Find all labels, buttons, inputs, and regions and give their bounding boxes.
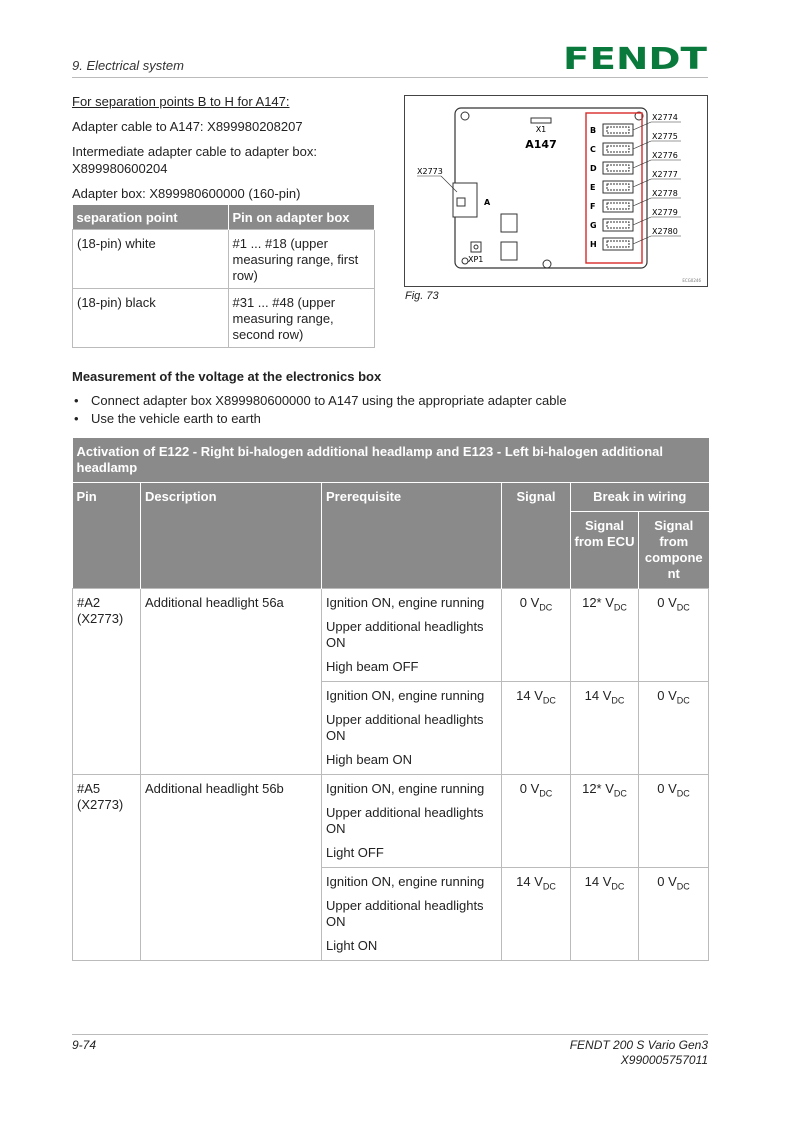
- figure-caption: Fig. 73: [405, 290, 439, 302]
- col-break-in-wiring: Break in wiring: [571, 483, 709, 512]
- prerequisite-line: Upper additional headlights ON: [326, 712, 484, 743]
- activation-table: [72, 438, 709, 961]
- connector-letter: F: [590, 202, 596, 211]
- prerequisite-line: Upper additional headlights ON: [326, 619, 484, 650]
- table-title: Activation of E122 - Right bi-halogen additional headlamp and E123 - Left bi-halogen additional headlamp: [76, 444, 663, 475]
- separation-point-cell: (18-pin) black: [73, 289, 229, 348]
- fendt-logo: [562, 45, 708, 72]
- separation-table: [72, 205, 375, 348]
- adapter-box-text: Adapter box: X899980600000 (160-pin): [72, 186, 301, 201]
- list-item: • Connect adapter box X899980600000 to A147 using the appropriate adapter cable: [74, 393, 567, 408]
- list-item: • Use the vehicle earth to earth: [74, 411, 261, 426]
- voltage-cell: 0 $V_{DC}$: [502, 775, 571, 868]
- connector-pins: [607, 184, 629, 190]
- voltage-cell: 0 $V_{DC}$: [639, 682, 709, 775]
- connector-label: X2777: [652, 170, 678, 179]
- voltage-cell: 0 $V_{DC}$: [639, 775, 709, 868]
- prerequisite-line: Ignition ON, engine running: [326, 781, 485, 796]
- col-signal-from-ecu: Signal from ECU: [571, 512, 639, 589]
- prerequisite-line: Light ON: [326, 938, 378, 953]
- table-row: [73, 775, 709, 868]
- connector-a-label: A: [484, 198, 491, 207]
- voltage-cell: 14 $V_{DC}$: [571, 868, 639, 961]
- col-pin-adapter: Pin on adapter box: [228, 205, 375, 230]
- voltage-cell: 14 $V_{DC}$: [571, 682, 639, 775]
- page-number: 9-74: [72, 1038, 97, 1052]
- connector-pins: [607, 203, 629, 209]
- col-signal: Signal: [502, 483, 571, 589]
- col-pin: Pin: [73, 483, 141, 589]
- pin-cell: #A5 (X2773): [73, 775, 141, 961]
- measurement-title: Measurement of the voltage at the electronics box: [72, 369, 382, 384]
- prerequisite-line: Upper additional headlights ON: [326, 898, 484, 929]
- prerequisite-line: Ignition ON, engine running: [326, 874, 485, 889]
- prerequisite-line: Ignition ON, engine running: [326, 595, 485, 610]
- pin-cell: #1 ... #18 (upper measuring range, first row): [228, 230, 375, 289]
- connector-letter: G: [590, 221, 597, 230]
- connector-label: X2776: [652, 151, 678, 160]
- xp1-label: XP1: [468, 255, 484, 264]
- connector-letter: C: [590, 145, 596, 154]
- prerequisite-cell: [322, 682, 502, 775]
- table-row: [73, 589, 709, 682]
- col-description: Description: [141, 483, 322, 589]
- separation-point-cell: (18-pin) white: [73, 230, 229, 289]
- description-cell: Additional headlight 56b: [141, 775, 322, 961]
- description-cell: Additional headlight 56a: [141, 589, 322, 775]
- voltage-cell: 0 $V_{DC}$: [502, 589, 571, 682]
- electronics-box-diagram: [405, 96, 707, 286]
- prerequisite-line: Ignition ON, engine running: [326, 688, 485, 703]
- x1-label: X1: [535, 125, 547, 134]
- document-number: X990005757011: [620, 1053, 708, 1067]
- prerequisite-line: High beam ON: [326, 752, 412, 767]
- footer-rule: [72, 1034, 708, 1035]
- header-rule: [72, 77, 708, 78]
- voltage-cell: 0 $V_{DC}$: [639, 589, 709, 682]
- col-prerequisite: Prerequisite: [322, 483, 502, 589]
- module-label: A147: [525, 138, 557, 151]
- connector-letter: D: [590, 164, 597, 173]
- pin-cell: #31 ... #48 (upper measuring range, second row): [228, 289, 375, 348]
- connector-letter: E: [590, 183, 596, 192]
- footer-info: [570, 1038, 708, 1068]
- figure-code: ECG0246: [682, 278, 701, 283]
- connector-label: X2779: [652, 208, 678, 217]
- connector-label: X2774: [652, 113, 678, 122]
- prerequisite-cell: [322, 589, 502, 682]
- voltage-cell: 14 $V_{DC}$: [502, 682, 571, 775]
- measurement-bullets: [72, 392, 567, 428]
- connector-pins: [607, 241, 629, 247]
- section-title: 9. Electrical system: [72, 58, 184, 73]
- prerequisite-cell: [322, 868, 502, 961]
- connector-letter: B: [590, 126, 597, 135]
- connector-pins: [607, 222, 629, 228]
- table-row: [73, 289, 375, 348]
- prerequisite-line: High beam OFF: [326, 659, 419, 674]
- figure-73: [404, 95, 708, 287]
- connector-pins: [607, 165, 629, 171]
- connector-letter: H: [590, 240, 597, 249]
- col-separation-point: separation point: [73, 205, 229, 230]
- voltage-cell: 0 $V_{DC}$: [639, 868, 709, 961]
- adapter-cable-text: Adapter cable to A147: X899980208207: [72, 119, 303, 134]
- prerequisite-line: Light OFF: [326, 845, 384, 860]
- x2773-label: X2773: [417, 167, 443, 176]
- pin-cell: #A2 (X2773): [73, 589, 141, 775]
- connector-pins: [607, 146, 629, 152]
- connector-pins: [607, 127, 629, 133]
- connector-label: X2778: [652, 189, 678, 198]
- voltage-cell: 12* $V_{DC}$: [571, 589, 639, 682]
- separation-heading: For separation points B to H for A147:: [72, 94, 290, 109]
- connector-label: X2780: [652, 227, 678, 236]
- prerequisite-cell: [322, 775, 502, 868]
- prerequisite-line: Upper additional headlights ON: [326, 805, 484, 836]
- connector-label: X2775: [652, 132, 678, 141]
- svg-text:FENDT: FENDT: [563, 45, 708, 72]
- intermediate-cable-text: Intermediate adapter cable to adapter box: X899980600204: [72, 144, 317, 176]
- voltage-cell: 12* $V_{DC}$: [571, 775, 639, 868]
- col-signal-from-component: Signal from compone nt: [639, 512, 709, 589]
- voltage-cell: 14 $V_{DC}$: [502, 868, 571, 961]
- adapter-info: [72, 93, 376, 210]
- table-row: [73, 230, 375, 289]
- model-name: FENDT 200 S Vario Gen3: [569, 1038, 708, 1052]
